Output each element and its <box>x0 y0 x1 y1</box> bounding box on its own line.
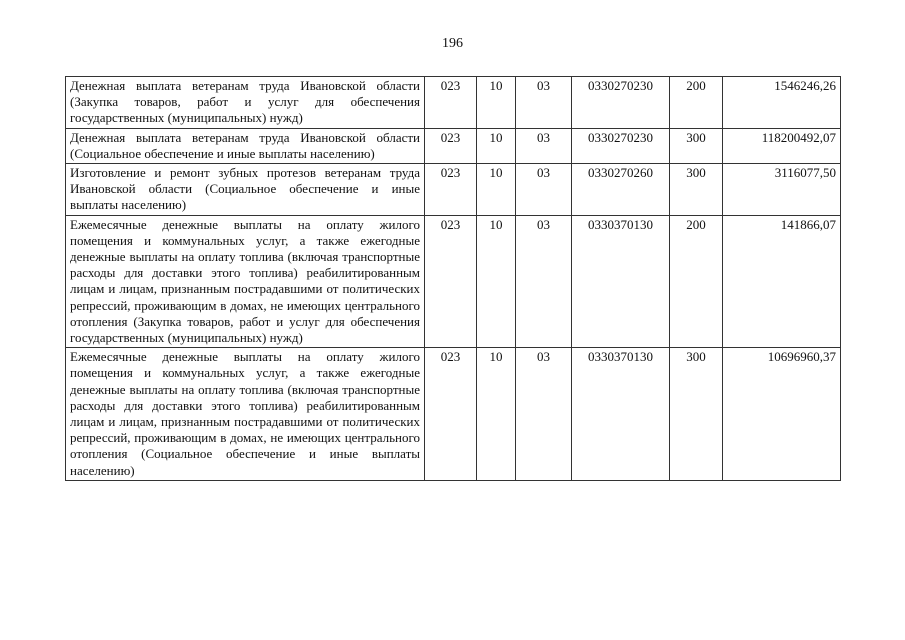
amount-value: 1546246,26 <box>723 77 841 129</box>
table-row <box>66 164 841 216</box>
row-description: Денежная выплата ветеранам труда Ивановской области (Закупка товаров, работ и услуг для обеспечения государственных (муниципальных) нужд) <box>66 77 425 129</box>
section-code: 10 <box>477 215 516 348</box>
target-item-code: 0330370130 <box>572 348 670 481</box>
subsection-code: 03 <box>516 164 572 216</box>
ministry-code: 023 <box>425 128 477 163</box>
section-code: 10 <box>477 348 516 481</box>
ministry-code: 023 <box>425 348 477 481</box>
row-description: Ежемесячные денежные выплаты на оплату жилого помещения и коммунальных услуг, а также ежегодные денежные выплаты на оплату топлива (включая транспортные расходы для доставки этого топлива) реабилитированным лицам и лицам, признанным пострадавшими от политических репрессий, проживающим в домах, не имеющих центрального отопления (Социальное обеспечение и иные выплаты населению) <box>66 348 425 481</box>
table-row <box>66 77 841 129</box>
row-description: Ежемесячные денежные выплаты на оплату жилого помещения и коммунальных услуг, а также ежегодные денежные выплаты на оплату топлива (включая транспортные расходы для доставки этого топлива) реабилитированным лицам и лицам, признанным пострадавшими от политических репрессий, проживающим в домах, не имеющих центрального отопления (Закупка товаров, работ и услуг для обеспечения государственных (муниципальных) нужд) <box>66 215 425 348</box>
amount-value: 10696960,37 <box>723 348 841 481</box>
ministry-code: 023 <box>425 164 477 216</box>
expense-type-code: 300 <box>670 164 723 216</box>
row-description: Изготовление и ремонт зубных протезов ветеранам труда Ивановской области (Социальное обеспечение и иные выплаты населению) <box>66 164 425 216</box>
page-number: 196 <box>442 36 463 51</box>
expense-type-code: 300 <box>670 348 723 481</box>
expense-type-code: 300 <box>670 128 723 163</box>
target-item-code: 0330270260 <box>572 164 670 216</box>
target-item-code: 0330270230 <box>572 128 670 163</box>
ministry-code: 023 <box>425 77 477 129</box>
expense-type-code: 200 <box>670 77 723 129</box>
section-code: 10 <box>477 77 516 129</box>
amount-value: 3116077,50 <box>723 164 841 216</box>
budget-table <box>65 76 841 481</box>
target-item-code: 0330370130 <box>572 215 670 348</box>
amount-value: 141866,07 <box>723 215 841 348</box>
section-code: 10 <box>477 164 516 216</box>
table-row <box>66 348 841 481</box>
table-row <box>66 128 841 163</box>
amount-value: 118200492,07 <box>723 128 841 163</box>
row-description: Денежная выплата ветеранам труда Ивановской области (Социальное обеспечение и иные выплаты населению) <box>66 128 425 163</box>
ministry-code: 023 <box>425 215 477 348</box>
expense-type-code: 200 <box>670 215 723 348</box>
table-row <box>66 215 841 348</box>
subsection-code: 03 <box>516 77 572 129</box>
subsection-code: 03 <box>516 128 572 163</box>
subsection-code: 03 <box>516 348 572 481</box>
subsection-code: 03 <box>516 215 572 348</box>
target-item-code: 0330270230 <box>572 77 670 129</box>
section-code: 10 <box>477 128 516 163</box>
